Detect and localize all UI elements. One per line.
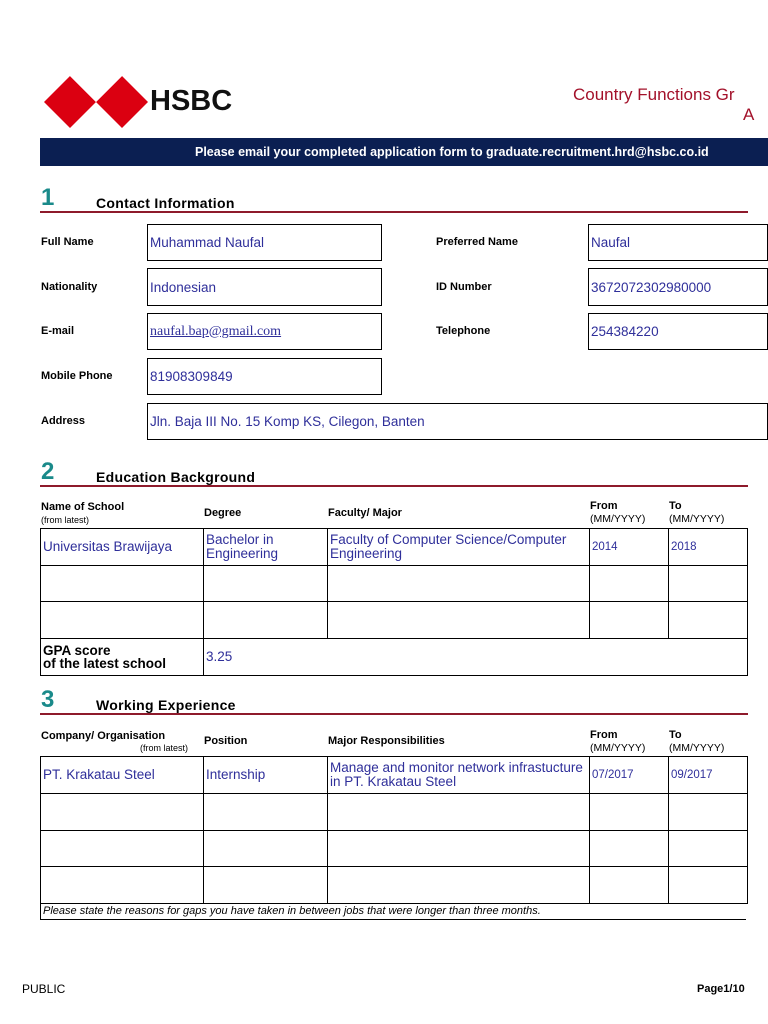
work-from-column-header: From <box>590 729 618 741</box>
responsibilities-cell[interactable] <box>328 867 590 904</box>
id-number-field[interactable]: 3672072302980000 <box>588 268 768 306</box>
from-cell[interactable] <box>590 566 669 602</box>
from-cell[interactable] <box>590 794 669 831</box>
nationality-label: Nationality <box>41 281 98 293</box>
table-row <box>41 831 748 867</box>
table-row <box>41 794 748 831</box>
address-field[interactable]: Jln. Baja III No. 15 Komp KS, Cilegon, Banten <box>147 403 768 440</box>
responsibilities-cell[interactable] <box>328 831 590 867</box>
email-field[interactable]: naufal.bap@gmail.com <box>147 313 382 350</box>
company-cell[interactable] <box>41 794 204 831</box>
section-3-title: Working Experience <box>96 697 236 713</box>
employment-gap-note: Please state the reasons for gaps you have taken in between jobs that were longer than three months. <box>40 902 746 920</box>
edu-from-format: (MM/YYYY) <box>590 513 646 525</box>
work-experience-table <box>40 756 748 904</box>
mobile-phone-field[interactable]: 81908309849 <box>147 358 382 395</box>
email-label: E-mail <box>41 325 75 337</box>
section-1-title: Contact Information <box>96 195 235 211</box>
education-table <box>40 528 748 676</box>
section-1-divider <box>40 211 748 213</box>
address-label: Address <box>41 415 86 427</box>
brand-name: HSBC <box>150 85 233 117</box>
table-row <box>41 867 748 904</box>
from-cell[interactable] <box>590 867 669 904</box>
telephone-field[interactable]: 254384220 <box>588 313 768 350</box>
position-column-header: Position <box>204 735 248 747</box>
program-title: Country Functions Gr <box>573 85 735 104</box>
responsibilities-column-header: Major Responsibilities <box>328 735 445 747</box>
faculty-column-header: Faculty/ Major <box>328 507 402 519</box>
degree-column-header: Degree <box>204 507 242 519</box>
to-cell[interactable]: 09/2017 <box>669 757 748 794</box>
full-name-label: Full Name <box>41 236 94 248</box>
section-2-number: 2 <box>41 458 55 485</box>
company-column-subheader: (from latest) <box>140 743 189 753</box>
full-name-field[interactable]: Muhammad Naufal <box>147 224 382 261</box>
school-cell[interactable] <box>41 566 204 602</box>
faculty-cell[interactable] <box>328 566 590 602</box>
to-cell[interactable] <box>669 566 748 602</box>
position-cell[interactable] <box>204 867 328 904</box>
edu-to-format: (MM/YYYY) <box>669 513 725 525</box>
preferred-name-field[interactable]: Naufal <box>588 224 768 261</box>
edu-to-column-header: To <box>669 500 682 512</box>
to-cell[interactable] <box>669 602 748 639</box>
to-cell[interactable] <box>669 867 748 904</box>
to-cell[interactable] <box>669 831 748 867</box>
to-cell[interactable]: 2018 <box>669 529 748 566</box>
section-3-divider <box>40 713 748 715</box>
school-column-subheader: (from latest) <box>41 515 90 525</box>
school-cell[interactable] <box>41 602 204 639</box>
hsbc-logo-icon <box>44 76 148 128</box>
degree-cell[interactable] <box>204 566 328 602</box>
section-2-divider <box>40 485 748 487</box>
section-2-title: Education Background <box>96 469 256 485</box>
degree-cell[interactable] <box>204 602 328 639</box>
school-cell[interactable]: Universitas Brawijaya <box>41 529 204 566</box>
work-to-format: (MM/YYYY) <box>669 742 725 754</box>
company-cell[interactable]: PT. Krakatau Steel <box>41 757 204 794</box>
nationality-field[interactable]: Indonesian <box>147 268 382 306</box>
responsibilities-cell[interactable]: Manage and monitor network infrastucture in PT. Krakatau Steel <box>328 757 590 794</box>
gpa-row <box>41 639 748 676</box>
company-cell[interactable] <box>41 831 204 867</box>
position-cell[interactable]: Internship <box>204 757 328 794</box>
position-cell[interactable] <box>204 831 328 867</box>
email-banner <box>40 138 768 166</box>
to-cell[interactable] <box>669 794 748 831</box>
from-cell[interactable]: 07/2017 <box>590 757 669 794</box>
classification-label: PUBLIC <box>22 982 66 996</box>
table-row <box>41 566 748 602</box>
program-subtitle: A <box>743 105 755 124</box>
company-cell[interactable] <box>41 867 204 904</box>
table-row <box>41 602 748 639</box>
mobile-phone-label: Mobile Phone <box>41 370 113 382</box>
school-column-header: Name of School <box>41 501 125 513</box>
faculty-cell[interactable] <box>328 602 590 639</box>
email-banner-text: Please email your completed application form to graduate.recruitment.hrd@hsbc.co.id <box>195 145 709 159</box>
table-row <box>41 757 748 794</box>
faculty-cell[interactable]: Faculty of Computer Science/Computer Engineering <box>328 529 590 566</box>
page-number: Page1/10 <box>697 983 745 995</box>
id-number-label: ID Number <box>436 281 492 293</box>
section-1-number: 1 <box>41 184 55 211</box>
from-cell[interactable] <box>590 602 669 639</box>
telephone-label: Telephone <box>436 325 491 337</box>
work-to-column-header: To <box>669 729 682 741</box>
edu-from-column-header: From <box>590 500 618 512</box>
from-cell[interactable]: 2014 <box>590 529 669 566</box>
company-column-header: Company/ Organisation <box>41 730 166 742</box>
preferred-name-label: Preferred Name <box>436 236 518 248</box>
table-row <box>41 529 748 566</box>
gpa-field[interactable]: 3.25 <box>204 639 748 676</box>
from-cell[interactable] <box>590 831 669 867</box>
gpa-label: GPA score of the latest school <box>41 639 204 676</box>
position-cell[interactable] <box>204 794 328 831</box>
section-3-number: 3 <box>41 686 55 713</box>
work-from-format: (MM/YYYY) <box>590 742 646 754</box>
responsibilities-cell[interactable] <box>328 794 590 831</box>
degree-cell[interactable]: Bachelor in Engineering <box>204 529 328 566</box>
